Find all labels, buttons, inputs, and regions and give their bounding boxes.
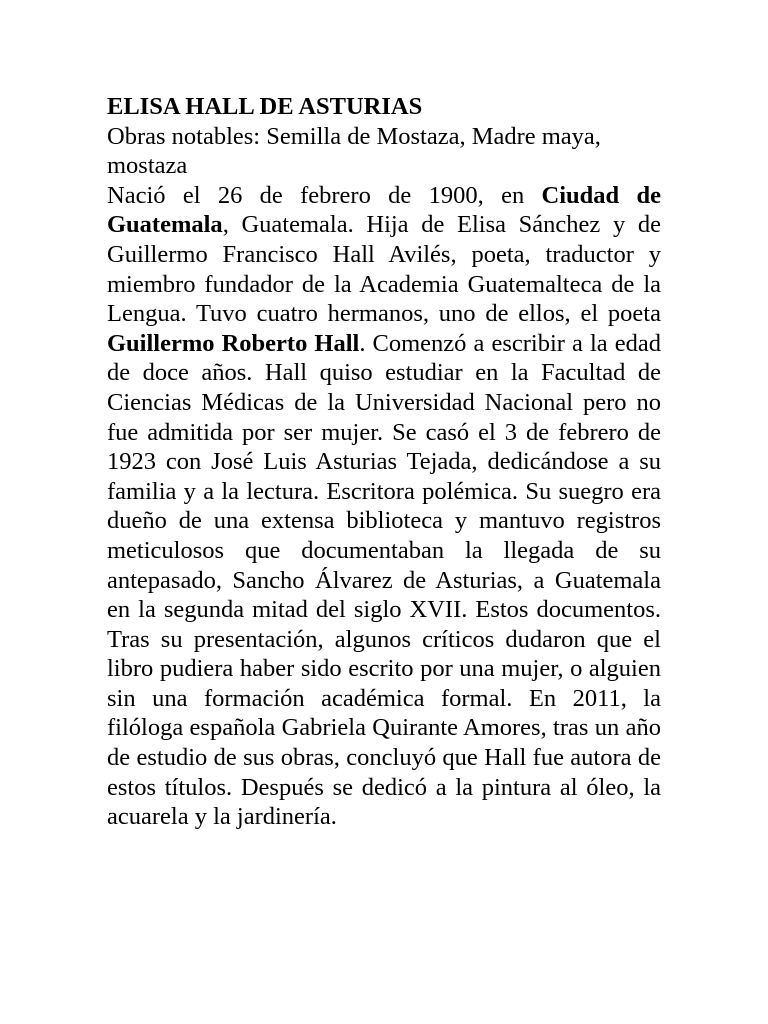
bio-text-part-3: . Comenzó a escribir a la edad de doce años. Hall quiso estudiar en la Facultad de Ciencias Médicas de la Universidad Nacional pero no fue admitida por ser mujer. Se casó el 3 de febrero de 1923 con José Luis Asturias Tejada, dedicándose a su familia y a la lectura. Escritora polémica. Su suegro era dueño de una extensa biblioteca y mantuvo registros meticulosos que documentaban la llegada de su antepasado, Sancho Álvarez de Asturias, a Guatemala en la segunda mitad del siglo XVII. Estos documentos. Tras su presentación, algunos críticos dudaron que el libro pudiera haber sido escrito por una mujer, o alguien sin una formación académica formal. En 2011, la filóloga española Gabriela Quirante Amores, tras un año de estudio de sus obras, concluyó que Hall fue autora de estos títulos. Después se dedicó a la pintura al óleo, la acuarela y la jardinería.	[107, 329, 661, 831]
notable-works-line: Obras notables: Semilla de Mostaza, Madre maya, mostaza	[107, 122, 601, 180]
birthplace-bold: Ciudad de Guatemala	[107, 181, 661, 239]
document-title: ELISA HALL DE ASTURIAS	[107, 93, 423, 120]
brother-name-bold: Guillermo Roberto Hall	[107, 329, 360, 357]
bio-text-part-1: Nació el 26 de febrero de 1900, en	[107, 181, 542, 209]
biography-paragraph	[107, 181, 661, 832]
bio-text-part-2: , Guatemala. Hija de Elisa Sánchez y de Guillermo Francisco Hall Avilés, poeta, traductor y miembro fundador de la Academia Guatemalteca de la Lengua. Tuvo cuatro hermanos, uno de ellos, el poeta	[107, 211, 661, 328]
document-page	[107, 92, 661, 832]
